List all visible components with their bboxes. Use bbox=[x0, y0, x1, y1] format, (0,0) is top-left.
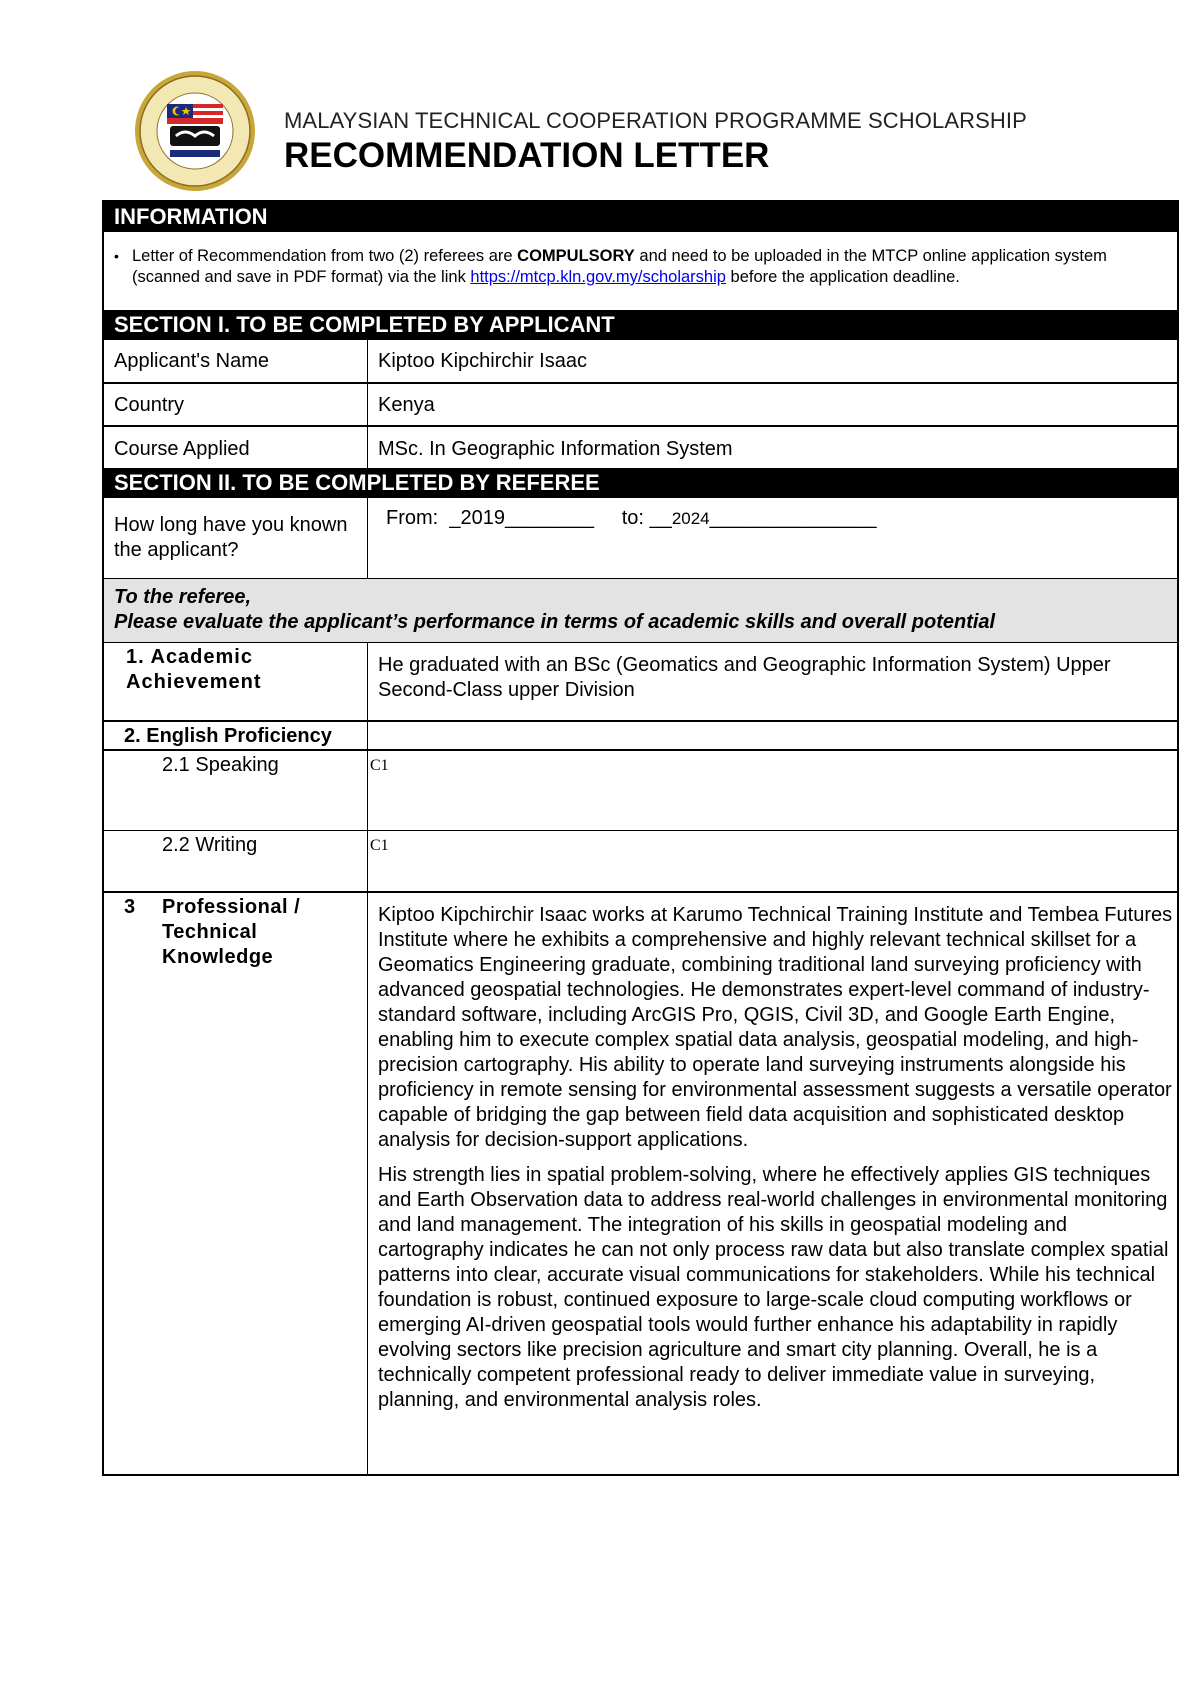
information-note bbox=[104, 231, 1177, 310]
academic-value: He graduated with an BSc (Geomatics and Geographic Information System) Upper Second-Class upper Division bbox=[378, 654, 1111, 701]
info-text-middle: and need to be uploaded in the MTCP online application system (scanned and save in PDF format) via the link bbox=[132, 247, 1107, 286]
info-compulsory: COMPULSORY bbox=[517, 247, 635, 265]
speaking-row bbox=[104, 749, 1177, 830]
writing-value: C1 bbox=[370, 837, 389, 854]
information-heading: INFORMATION bbox=[104, 202, 1177, 231]
referee-instruction-text: Please evaluate the applicant’s performance in terms of academic skills and overall potential bbox=[114, 611, 996, 633]
professional-row bbox=[104, 891, 1177, 1474]
course-label: Course Applied bbox=[104, 427, 368, 468]
writing-row bbox=[104, 830, 1177, 891]
from-prefix: _ bbox=[449, 507, 461, 529]
bullet-icon: • bbox=[114, 248, 119, 264]
from-label: From: bbox=[386, 507, 439, 529]
applicant-name-value: Kiptoo Kipchirchir Isaac bbox=[378, 350, 587, 372]
course-row bbox=[104, 425, 1177, 468]
academic-row bbox=[104, 642, 1177, 720]
to-underline: _______________ bbox=[709, 507, 877, 529]
professional-label: Professional / Technical Knowledge bbox=[162, 896, 301, 968]
from-year: 2019 bbox=[460, 507, 505, 529]
applicant-name-label: Applicant's Name bbox=[104, 340, 368, 382]
professional-value bbox=[368, 893, 1177, 1474]
course-value: MSc. In Geographic Information System bbox=[378, 438, 733, 460]
programme-subtitle: MALAYSIAN TECHNICAL COOPERATION PROGRAMME SCHOLARSHIP bbox=[284, 108, 1027, 133]
to-prefix: __ bbox=[649, 507, 672, 529]
referee-instructions bbox=[104, 578, 1177, 642]
applicant-name-row bbox=[104, 339, 1177, 382]
country-label: Country bbox=[104, 384, 368, 425]
section2-heading: SECTION II. TO BE COMPLETED BY REFEREE bbox=[104, 468, 1177, 497]
section1-heading: SECTION I. TO BE COMPLETED BY APPLICANT bbox=[104, 310, 1177, 339]
speaking-label: 2.1 Speaking bbox=[104, 751, 368, 830]
professional-paragraph-1: Kiptoo Kipchirchir Isaac works at Karumo Technical Training Institute and Tembea Futures Institute where he exhibits a comprehensive and highly relevant technical skillset for a Geomatics Engineering graduate, combining traditional land surveying proficiency with advanced geospatial technologies. He demonstrates expert-level command of industry-standard software, including ArcGIS Pro, QGIS, Civil 3D, and Google Earth Engine, enabling him to execute complex spatial data analysis, geospatial modeling, and high-precision cartography. His ability to operate land surveying instruments alongside his proficiency in remote sensing for environmental assessment suggests a versatile operator capable of bridging the gap between field data acquisition and sophisticated desktop analysis for decision-support applications. bbox=[378, 904, 1173, 1151]
writing-label: 2.2 Writing bbox=[104, 831, 368, 891]
professional-paragraph-2: His strength lies in spatial problem-solving, where he effectively applies GIS techniques and Earth Observation data to address real-world challenges in environmental monitoring and land management. The integration of his skills in geospatial modeling and cartography indicates he can not only process raw data but also translate complex spatial patterns into clear, accurate visual communications for stakeholders. While his technical foundation is robust, continued exposure to large-scale cloud computing workflows or emerging AI-driven geospatial tools would further enhance his adaptability in rapidly evolving sectors like precision agriculture and smart city planning. Overall, he is a technically competent professional ready to deliver immediate value in surveying, planning, and environmental analysis roles. bbox=[378, 1164, 1169, 1411]
professional-number: 3 bbox=[124, 896, 136, 918]
info-text-start: Letter of Recommendation from two (2) referees are bbox=[132, 247, 518, 265]
referee-greeting: To the referee, bbox=[114, 586, 252, 608]
document-title: RECOMMENDATION LETTER bbox=[284, 136, 770, 175]
from-underline: ________ bbox=[504, 507, 594, 529]
country-value: Kenya bbox=[378, 394, 435, 416]
known-duration-value bbox=[368, 498, 1177, 578]
known-duration-label: How long have you known the applicant? bbox=[104, 498, 368, 578]
known-duration-row bbox=[104, 497, 1177, 578]
country-row bbox=[104, 382, 1177, 425]
professional-label-cell bbox=[104, 893, 368, 1474]
to-label: to: bbox=[621, 507, 644, 529]
mtcp-seal-logo bbox=[134, 70, 256, 192]
english-row bbox=[104, 720, 1177, 749]
speaking-value: C1 bbox=[370, 757, 389, 774]
info-text-end: before the application deadline. bbox=[725, 268, 960, 286]
english-label: 2. English Proficiency bbox=[104, 722, 368, 749]
recommendation-form bbox=[102, 200, 1179, 1476]
to-year: 2024 bbox=[671, 509, 710, 528]
scholarship-link[interactable]: https://mtcp.kln.gov.my/scholarship bbox=[470, 268, 726, 286]
academic-label: 1. Academic Achievement bbox=[104, 643, 368, 720]
